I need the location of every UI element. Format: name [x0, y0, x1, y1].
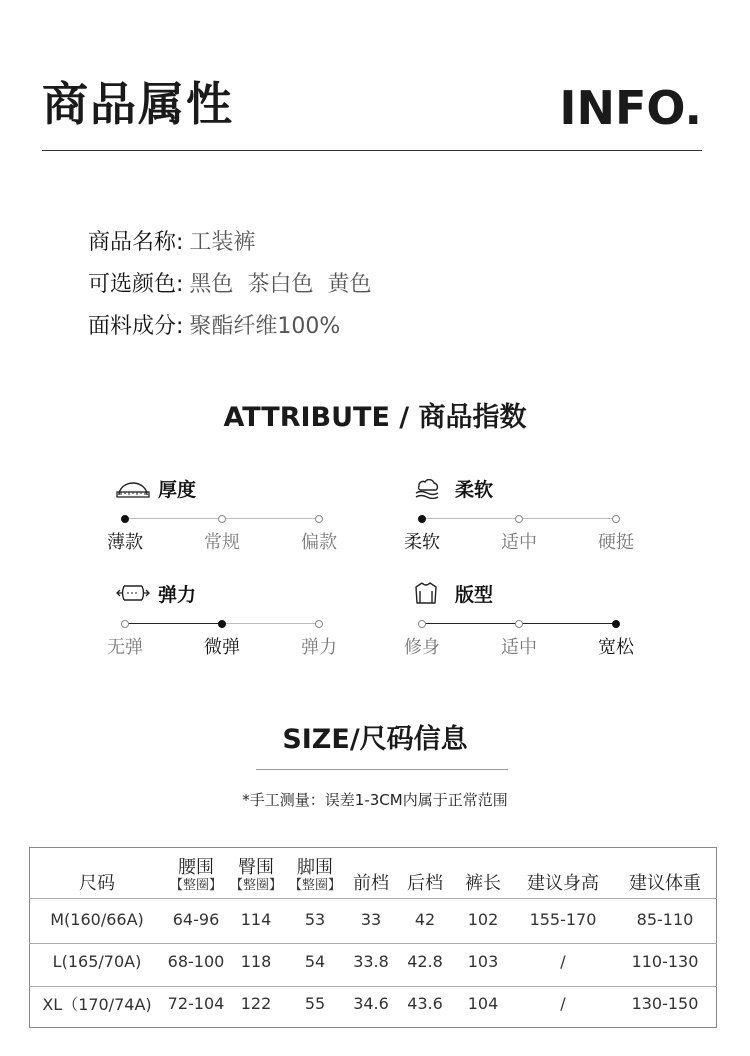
attribute-title: ATTRIBUTE / 商品指数 [223, 402, 527, 433]
table-header-cell [285, 847, 345, 898]
info-key: 商品名称: [88, 230, 184, 255]
attribute-name: 版型 [455, 583, 494, 606]
table-cell: 155-170 [529, 909, 597, 929]
header-label: 后档 [407, 873, 443, 894]
table-cell: 64-96 [172, 909, 220, 929]
table-cell: 53 [304, 909, 326, 929]
attribute-scale [413, 512, 623, 526]
attribute-scale [116, 617, 326, 631]
info-row-name [88, 228, 269, 258]
attribute-fit [404, 580, 634, 658]
color-option: 茶白色 [247, 272, 314, 297]
info-row-colors [88, 270, 385, 300]
scale-option-label: 宽松 [598, 637, 634, 658]
table-cell: 34.6 [353, 993, 389, 1013]
scale-option-label: 薄款 [107, 532, 143, 553]
header-label: 建议身高 [527, 873, 599, 894]
table-cell: 42 [414, 909, 436, 929]
header-sublabel: 【整圈】 [288, 878, 341, 893]
size-note: *手工测量：误差1-3CM内属于正常范围 [242, 791, 508, 809]
table-cell: 104 [467, 993, 499, 1013]
scale-dot [418, 620, 426, 628]
attribute-scale [116, 512, 326, 526]
table-header-row [29, 847, 717, 898]
info-key: 可选颜色: [88, 272, 184, 297]
scale-option-label: 偏款 [301, 532, 337, 553]
scale-line [222, 623, 319, 624]
attribute-header [413, 475, 623, 501]
scale-dot-selected [612, 620, 620, 628]
table-cell: 68-100 [167, 951, 225, 971]
table-cell: 114 [240, 909, 272, 929]
header-label: 尺码 [79, 873, 115, 894]
attribute-thickness [107, 475, 337, 553]
table-row [29, 898, 717, 940]
table-cell: L(165/70A) [52, 951, 142, 971]
attribute-header [116, 475, 326, 501]
scale-dot-selected [121, 515, 129, 523]
scale-dot-selected [218, 620, 226, 628]
page-title: 商品属性 [42, 77, 234, 131]
size-table [29, 847, 717, 1024]
header-label: 建议体重 [629, 873, 701, 894]
scale-dot-selected [418, 515, 426, 523]
table-header-cell [453, 847, 513, 898]
attribute-softness [404, 475, 634, 553]
ruler-icon [116, 477, 152, 499]
table-cell: M(160/66A) [50, 909, 144, 929]
scale-dot [218, 515, 226, 523]
header-label: 裤长 [465, 873, 501, 894]
attribute-header [413, 580, 623, 606]
scale-option-label: 硬挺 [598, 532, 634, 553]
table-cell: 42.8 [407, 951, 443, 971]
table-cell: 55 [304, 993, 326, 1013]
table-cell: / [560, 993, 566, 1013]
table-cell: 85-110 [636, 909, 694, 929]
table-cell: 103 [467, 951, 499, 971]
header-divider [42, 150, 702, 151]
table-header-cell [513, 847, 613, 898]
table-cell: 122 [240, 993, 272, 1013]
table-header-cell [29, 847, 165, 898]
stretch-icon [116, 582, 152, 604]
scale-option-label: 修身 [404, 637, 440, 658]
info-value: 聚酯纤维100% [189, 314, 341, 339]
scale-dot [612, 515, 620, 523]
table-cell: 130-150 [631, 993, 699, 1013]
scale-option-label: 无弹 [107, 637, 143, 658]
table-cell: 33.8 [353, 951, 389, 971]
info-key: 面料成分: [88, 314, 184, 339]
table-cell: / [560, 951, 566, 971]
table-cell: 33 [360, 909, 382, 929]
shirt-icon [413, 582, 449, 604]
table-cell: 72-104 [167, 993, 225, 1013]
scale-option-label: 适中 [501, 532, 537, 553]
header-label: 脚围 [297, 857, 333, 878]
header-label: 腰围 [178, 857, 214, 878]
table-cell: 43.6 [407, 993, 443, 1013]
attribute-scale [413, 617, 623, 631]
header-sublabel: 【整圈】 [169, 878, 222, 893]
table-cell: 102 [467, 909, 499, 929]
info-value: 工装裤 [189, 230, 256, 255]
attribute-name: 柔软 [455, 478, 494, 501]
table-row [29, 940, 717, 982]
header-label: 前档 [353, 873, 389, 894]
scale-dot [515, 620, 523, 628]
table-cell: 110-130 [631, 951, 699, 971]
table-header-cell [345, 847, 397, 898]
attribute-name: 厚度 [158, 478, 197, 501]
table-row [29, 982, 717, 1024]
attribute-name: 弹力 [158, 583, 197, 606]
table-header-cell [397, 847, 453, 898]
table-cell: 54 [304, 951, 326, 971]
info-row-fabric [88, 312, 354, 342]
scale-dot [515, 515, 523, 523]
attribute-header [116, 580, 326, 606]
attribute-elasticity [107, 580, 337, 658]
cloud-icon [413, 477, 449, 499]
scale-option-label: 弹力 [301, 637, 337, 658]
scale-dot [315, 620, 323, 628]
color-option: 黄色 [327, 272, 372, 297]
scale-dot [315, 515, 323, 523]
table-header-cell [227, 847, 285, 898]
scale-option-label: 适中 [501, 637, 537, 658]
scale-option-label: 柔软 [404, 532, 440, 553]
table-cell: 118 [240, 951, 272, 971]
size-title: SIZE/尺码信息 [282, 724, 468, 755]
scale-dot [121, 620, 129, 628]
table-cell: XL（170/74A) [42, 994, 152, 1014]
color-option: 黑色 [189, 272, 234, 297]
header-sublabel: 【整圈】 [229, 878, 282, 893]
page-title-en: INFO. [559, 81, 702, 135]
header-label: 臀围 [238, 857, 274, 878]
scale-option-label: 常规 [204, 532, 240, 553]
scale-option-label: 微弹 [204, 637, 240, 658]
table-header-cell [165, 847, 227, 898]
size-divider [256, 769, 508, 770]
scale-line-active [125, 623, 222, 624]
table-header-cell [613, 847, 717, 898]
